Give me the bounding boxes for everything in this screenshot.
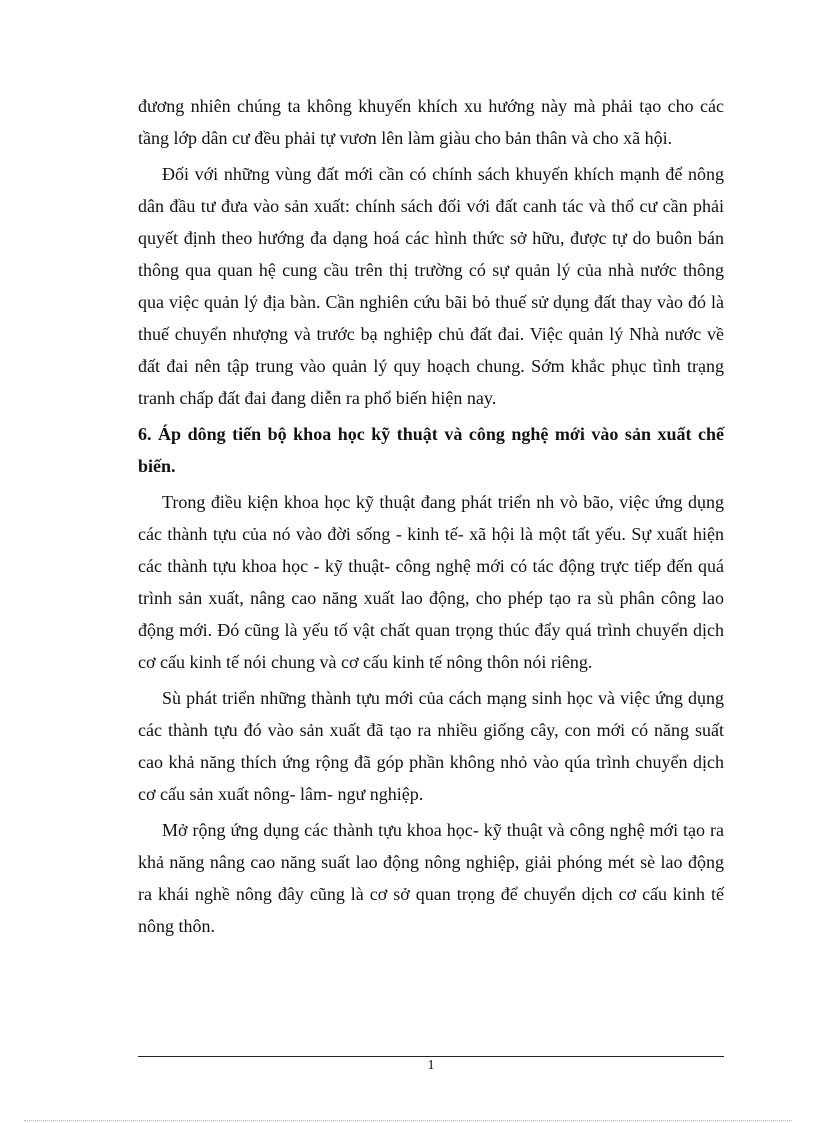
paragraph-technology: Trong điều kiện khoa học kỹ thuật đang phát triển nh vò bão, việc ứng dụng các thành tựu của nó vào đời sống - kinh tế- xã hội là một tất yếu. Sự xuất hiện các thành tựu khoa học - kỹ thuật- công nghệ mới có tác động trực tiếp đến quá trình sản xuất, nâng cao năng xuất lao động, cho phép tạo ra sù phân công lao động mới. Đó cũng là yếu tố vật chất quan trọng thúc đẩy quá trình chuyển dịch cơ cấu kinh tế nói chung và cơ cấu kinh tế nông thôn nói riêng. [138,492,724,672]
paragraph-labor: Mở rộng ứng dụng các thành tựu khoa học- kỹ thuật và công nghệ mới tạo ra khả năng nâng cao năng suất lao động nông nghiệp, giải phóng mét sè lao động ra khái nghề nông đây cũng là cơ sở quan trọng để chuyển dịch cơ cấu kinh tế nông thôn. [138,820,724,936]
page-number: 1 [427,1058,435,1073]
paragraph-land-policy: Đối với những vùng đất mới cần có chính sách khuyến khích mạnh để nông dân đầu tư đưa vào sản xuất: chính sách đối với đất canh tác và thổ cư cần phải quyết định theo hướng đa dạng hoá các hình thức sở hữu, được tự do buôn bán thông qua quan hệ cung cầu trên thị trường có sự quản lý của nhà nước thông qua việc quản lý địa bàn. Cần nghiên cứu bãi bỏ thuế sử dụng đất thay vào đó là thuế chuyển nhượng và trước bạ nghiệp chủ đất đai. Việc quản lý Nhà nước về đất đai nên tập trung vào quản lý quy hoạch chung. Sớm khắc phục tình trạng tranh chấp đất đai đang diễn ra phổ biến hiện nay. [138,164,724,408]
page-bottom-edge [24,1120,792,1121]
paragraph-continuation: đương nhiên chúng ta không khuyến khích xu hướng này mà phải tạo cho các tầng lớp dân cư đều phải tự vươn lên làm giàu cho bản thân và cho xã hội. [138,96,724,148]
section-heading: 6. Áp dông tiến bộ khoa học kỹ thuật và công nghệ mới vào sản xuất chế biến. [138,424,724,476]
footer-divider [138,1056,724,1057]
paragraph-biology: Sù phát triển những thành tựu mới của cách mạng sinh học và việc ứng dụng các thành tựu đó vào sản xuất đã tạo ra nhiều giống cây, con mới có năng suất cao khả năng thích ứng rộng đã góp phần không nhỏ vào qúa trình chuyển dịch cơ cấu sản xuất nông- lâm- ngư nghiệp. [138,688,724,804]
document-body [138,90,724,942]
